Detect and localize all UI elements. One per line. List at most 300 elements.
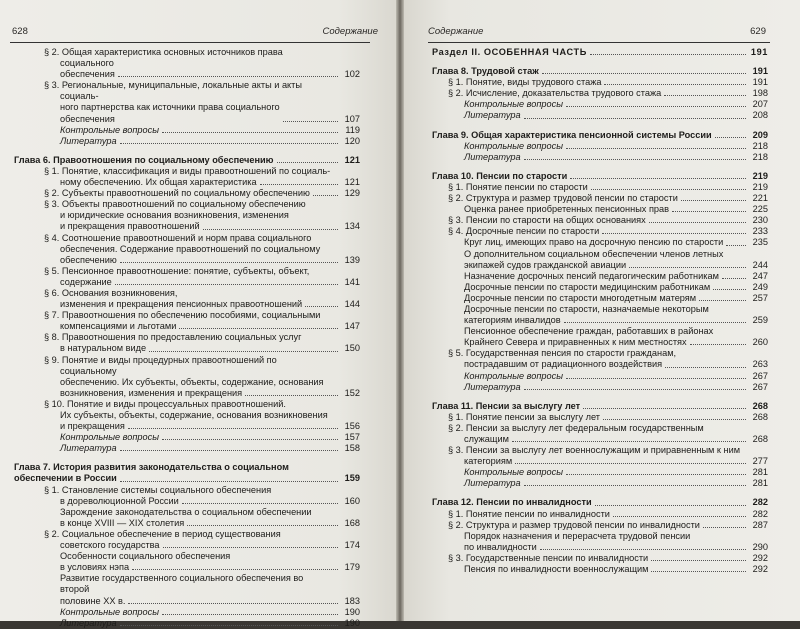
toc-entry-page: 287 — [752, 519, 768, 530]
toc-entry — [432, 445, 768, 467]
leader-dots — [595, 505, 746, 506]
leader-dots — [524, 159, 746, 160]
toc-entry-line: Литература — [464, 381, 521, 392]
toc-entry — [14, 154, 360, 166]
toc-entry-line: Литература — [60, 617, 117, 628]
leader-dots — [277, 162, 339, 163]
toc-entry-title — [432, 497, 768, 508]
toc-entry-line: и прекращения — [60, 421, 125, 432]
toc-entry-page: 198 — [752, 88, 768, 99]
toc-entry — [432, 293, 768, 304]
toc-entry-page: 257 — [752, 292, 768, 303]
toc-entry-line: возникновения, изменения и прекращения — [60, 387, 243, 398]
toc-entry-page: 102 — [344, 69, 360, 80]
toc-entry-line: § 3. Объекты правоотношений по социальному обеспечению — [44, 199, 306, 210]
toc-entry-title — [464, 110, 768, 121]
toc-entry-line: § 2. Структура и размер трудовой пенсии по старости — [448, 193, 678, 204]
toc-entry-line: ного партнерства как источники права социального обеспечения — [60, 102, 280, 124]
toc-entry-line: Глава 8. Трудовой стаж — [432, 66, 539, 77]
toc-entry-line: Контрольные вопросы — [60, 124, 159, 135]
toc-entry — [432, 77, 768, 88]
header-rule — [10, 42, 370, 43]
toc-entry-line: Контрольные вопросы — [464, 467, 563, 478]
toc-entry — [44, 136, 360, 147]
leader-dots — [665, 367, 746, 368]
leader-dots — [162, 439, 338, 440]
leader-dots — [590, 54, 746, 55]
toc-entry-page: 139 — [344, 254, 360, 265]
toc-entry-line: § 10. Понятие и виды процессуальных правоотношений. — [44, 398, 286, 409]
toc-entry-line: Литература — [464, 151, 521, 162]
leader-dots — [664, 95, 746, 96]
toc-entry-title — [464, 371, 768, 382]
toc-entry-line: Литература — [464, 478, 521, 489]
leader-dots — [629, 267, 746, 268]
toc-entry-line: половине XX в. — [60, 595, 126, 606]
toc-entry — [432, 531, 768, 553]
toc-entry-line: и прекращения правоотношений — [60, 221, 200, 232]
toc-entry-line: § 1. Становление системы социального обеспечения — [44, 484, 272, 495]
toc-entry-line: Глава 10. Пенсии по старости — [432, 170, 568, 181]
leader-dots — [512, 441, 746, 442]
toc-entry — [432, 215, 768, 226]
toc-entry-line: § 2. Общая характеристика основных источников права социального — [44, 47, 283, 69]
toc-entry-page: 152 — [344, 387, 360, 398]
leader-dots — [305, 306, 338, 307]
toc-entry-line: в натуральном виде — [60, 343, 147, 354]
toc-entry — [432, 66, 768, 77]
toc-entry-title — [44, 80, 360, 124]
leader-dots — [179, 328, 338, 329]
toc-entry — [432, 348, 768, 370]
toc-entry-line: экипажей судов гражданской авиации — [464, 259, 627, 270]
toc-entry-title — [44, 355, 360, 399]
toc-entry-title — [464, 564, 768, 575]
left-page — [0, 0, 398, 628]
toc-entry-line: § 2. Пенсии за выслугу лет федеральным государственным — [448, 422, 704, 433]
toc-entry-title — [464, 293, 768, 304]
toc-entry — [432, 282, 768, 293]
leader-dots — [602, 233, 746, 234]
toc-entry — [44, 432, 360, 443]
leader-dots — [591, 189, 746, 190]
toc-entry — [44, 485, 360, 507]
toc-entry-line: обеспечению. Их субъекты, объекты, содержание, основания — [60, 376, 324, 387]
leader-dots — [524, 485, 746, 486]
toc-entry-page: 282 — [752, 508, 768, 519]
leader-dots — [245, 395, 338, 396]
toc-entry-line: обеспечения. Содержание правоотношений по социальному — [60, 243, 321, 254]
toc-entry — [432, 237, 768, 248]
toc-entry-page: 267 — [752, 381, 768, 392]
toc-entry-line: Досрочные пенсии по старости, назначаемые некоторым — [464, 303, 709, 314]
toc-entry-line: Досрочные пенсии по старости многодетным матерям — [464, 292, 697, 303]
toc-entry-title — [448, 182, 768, 193]
toc-entry — [44, 507, 360, 529]
toc-entry-line: Глава 6. Правоотношения по социальному обеспечению — [14, 154, 274, 165]
toc-entry-title — [60, 136, 360, 147]
toc-entry-title — [448, 509, 768, 520]
toc-entry-line: § 3. Пенсии по старости на общих основаниях — [448, 215, 646, 226]
toc-entry-line: Литература — [464, 110, 521, 121]
leader-dots — [182, 503, 338, 504]
toc-entry-line: § 5. Пенсионное правоотношение: понятие, субъекты, объект, — [44, 265, 310, 276]
toc-entry — [432, 520, 768, 531]
toc-entry-title — [432, 130, 768, 141]
toc-entry-line: Пенсионное обеспечение граждан, работавших в районах — [464, 326, 714, 337]
toc-entry — [432, 371, 768, 382]
toc-entry — [432, 204, 768, 215]
toc-entry-page: 179 — [344, 562, 360, 573]
toc-entry-line: в условиях нэпа — [60, 562, 130, 573]
leader-dots — [524, 389, 746, 390]
leader-dots — [120, 625, 338, 626]
toc-entry-line: Зарождение законодательства о социальном обеспечении — [60, 506, 312, 517]
toc-entry-page: 290 — [752, 541, 768, 552]
toc-entry-page: 259 — [752, 315, 768, 326]
toc-entry-page: 282 — [752, 497, 768, 508]
toc-entry-line: советского государства — [60, 540, 160, 551]
leader-dots — [566, 106, 746, 107]
toc-entry — [432, 478, 768, 489]
toc-entry — [44, 399, 360, 432]
toc-entry-page: 260 — [752, 337, 768, 348]
toc-entry — [432, 110, 768, 121]
toc-entry-line: Литература — [60, 135, 117, 146]
toc-entry-page: 147 — [344, 321, 360, 332]
leader-dots — [163, 547, 338, 548]
toc-entry-title — [432, 47, 768, 58]
toc-entry-title — [448, 88, 768, 99]
leader-dots — [566, 474, 746, 475]
toc-entry-line: Пенсия по инвалидности военнослужащим — [464, 564, 649, 575]
leader-dots — [651, 560, 746, 561]
leader-dots — [149, 351, 338, 352]
toc-entry — [432, 152, 768, 163]
toc-entry — [44, 332, 360, 354]
toc-entry-page: 134 — [344, 221, 360, 232]
toc-entry — [432, 553, 768, 564]
toc-entry — [14, 462, 360, 484]
toc-entry — [432, 382, 768, 393]
header-rule — [428, 42, 770, 43]
toc-entry-title — [44, 399, 360, 432]
toc-entry-page: 119 — [345, 124, 360, 135]
toc-entry-title — [44, 47, 360, 80]
leader-dots — [540, 549, 746, 550]
toc-entry-page: 221 — [752, 193, 768, 204]
toc-entry-page: 160 — [344, 495, 360, 506]
right-page-header — [428, 26, 766, 40]
leader-dots — [604, 84, 746, 85]
toc-entry-page: 263 — [752, 359, 768, 370]
toc-entry-line: § 2. Исчисление, доказательства трудового стажа — [448, 88, 662, 99]
toc-entry-line: Глава 11. Пенсии за выслугу лет — [432, 400, 581, 411]
leader-dots — [162, 132, 338, 133]
toc-entry-line: в конце XVIII — XIX столетия — [60, 517, 185, 528]
toc-list-left — [14, 47, 360, 629]
leader-dots — [524, 118, 746, 119]
toc-entry-line: § 6. Основания возникновения, — [44, 287, 178, 298]
toc-entry-page: 225 — [752, 204, 768, 215]
leader-dots — [583, 408, 746, 409]
toc-entry-line: § 2. Структура и размер трудовой пенсии по инвалидности — [448, 519, 700, 530]
leader-dots — [203, 229, 338, 230]
leader-dots — [603, 419, 746, 420]
toc-entry-page: 292 — [752, 564, 768, 575]
toc-entry-line: Глава 7. История развития законодательства о социальном — [14, 462, 289, 473]
toc-entry-line: обеспечении в России — [14, 473, 117, 484]
leader-dots — [651, 571, 746, 572]
toc-entry-title — [60, 618, 360, 629]
toc-entry-title — [448, 226, 768, 237]
toc-entry-line: § 1. Понятие пенсии по инвалидности — [448, 508, 610, 519]
toc-entry-title — [60, 607, 360, 618]
toc-entry-page: 156 — [344, 421, 360, 432]
toc-entry-page: 121 — [344, 177, 360, 188]
toc-entry-line: Развитие государственного социального обеспечения во второй — [60, 573, 304, 595]
leader-dots — [726, 245, 746, 246]
toc-entry-line: Глава 9. Общая характеристика пенсионной системы России — [432, 129, 712, 140]
toc-entry-title — [44, 199, 360, 232]
toc-entry-line: § 5. Государственная пенсия по старости гражданам, — [448, 348, 677, 359]
toc-entry-page: 235 — [752, 237, 768, 248]
running-head: Содержание — [428, 26, 484, 37]
toc-entry-page: 244 — [752, 259, 768, 270]
toc-entry-line: обеспечению — [60, 254, 117, 265]
leader-dots — [162, 614, 338, 615]
toc-entry — [44, 188, 360, 199]
toc-entry — [44, 266, 360, 288]
toc-entry-title — [14, 155, 360, 166]
toc-entry-page: 157 — [344, 432, 360, 443]
toc-entry-line: Контрольные вопросы — [60, 432, 159, 443]
toc-entry-title — [464, 141, 768, 152]
toc-entry-line: содержание — [60, 276, 112, 287]
toc-entry-line: категориям — [464, 456, 513, 467]
toc-entry-page: 268 — [752, 434, 768, 444]
toc-entry-line: § 3. Пенсии за выслугу лет военнослужащим и приравненным к ним — [448, 445, 741, 456]
toc-entry-page: 277 — [752, 456, 768, 467]
toc-entry-line: Круг лиц, имеющих право на досрочную пенсию по старости — [464, 237, 724, 248]
toc-entry-line: Контрольные вопросы — [464, 99, 563, 110]
toc-entry-title — [464, 152, 768, 163]
toc-entry-line: Их субъекты, объекты, содержание, основания возникновения — [60, 410, 328, 420]
leader-dots — [649, 222, 746, 223]
toc-entry-page: 207 — [752, 99, 768, 110]
toc-entry-title — [464, 271, 768, 282]
leader-dots — [715, 137, 746, 138]
toc-entry-line: § 4. Соотношение правоотношений и норм права социального — [44, 232, 312, 243]
toc-entry — [432, 88, 768, 99]
leader-dots — [613, 516, 746, 517]
toc-list-right — [432, 47, 768, 575]
leader-dots — [187, 525, 338, 526]
leader-dots — [260, 184, 338, 185]
toc-entry-line: § 8. Правоотношения по предоставлению социальных услуг — [44, 332, 302, 343]
toc-entry-page: 209 — [752, 129, 768, 140]
toc-entry-line: категориям инвалидов — [464, 315, 561, 326]
toc-entry — [432, 509, 768, 520]
toc-entry-page: 281 — [752, 467, 768, 478]
toc-entry — [44, 80, 360, 124]
toc-entry-line: Досрочные пенсии по старости медицинским работникам — [464, 281, 711, 292]
toc-entry — [432, 423, 768, 445]
leader-dots — [672, 211, 746, 212]
leader-dots — [515, 463, 746, 464]
toc-entry — [44, 443, 360, 454]
toc-entry-line: § 1. Понятие пенсии по старости — [448, 181, 588, 192]
toc-entry-title — [464, 204, 768, 215]
toc-entry-line: обеспечения — [60, 69, 115, 80]
toc-entry-page: 219 — [752, 170, 768, 181]
toc-entry-page: 190 — [344, 617, 360, 628]
toc-entry — [44, 233, 360, 266]
toc-entry — [432, 249, 768, 271]
toc-entry-page: 218 — [752, 151, 768, 162]
toc-entry — [44, 166, 360, 188]
toc-entry — [44, 199, 360, 232]
toc-entry — [432, 304, 768, 326]
toc-entry — [432, 564, 768, 575]
toc-entry-page: 150 — [344, 343, 360, 354]
toc-entry — [432, 467, 768, 478]
toc-entry-line: § 9. Понятие и виды процедурных правоотношений по социальному — [44, 354, 277, 376]
toc-entry-line: § 1. Понятие, виды трудового стажа — [448, 77, 602, 88]
toc-entry-page: 191 — [752, 66, 768, 77]
toc-entry-line: в дореволюционной России — [60, 495, 179, 506]
toc-entry-title — [44, 188, 360, 199]
toc-entry-page: 267 — [752, 370, 768, 381]
leader-dots — [713, 289, 746, 290]
toc-entry — [432, 47, 768, 58]
toc-entry — [432, 99, 768, 110]
toc-entry-line: Раздел II. ОСОБЕННАЯ ЧАСТЬ — [432, 47, 587, 57]
toc-entry-title — [464, 467, 768, 478]
toc-entry-page: 249 — [752, 281, 768, 292]
toc-entry-line: Крайнего Севера и приравненных к ним местностях — [464, 337, 687, 348]
leader-dots — [118, 76, 338, 77]
toc-entry — [432, 271, 768, 282]
toc-entry-page: 190 — [344, 606, 360, 617]
toc-entry-title — [464, 382, 768, 393]
toc-entry-line: § 7. Правоотношения по обеспечению пособиями, социальными — [44, 310, 321, 321]
toc-entry-line: Глава 12. Пенсии по инвалидности — [432, 497, 592, 508]
left-page-header — [12, 26, 378, 40]
toc-entry-line: изменения и прекращения пенсионных правоотношений — [60, 299, 303, 310]
toc-entry-title — [432, 171, 768, 182]
toc-entry — [44, 529, 360, 551]
leader-dots — [703, 527, 746, 528]
toc-entry-page: 208 — [752, 110, 768, 121]
toc-entry — [432, 412, 768, 423]
toc-entry-page: 121 — [344, 154, 360, 165]
toc-entry — [44, 607, 360, 618]
toc-entry-line: Назначение досрочных пенсий педагогическим работникам — [464, 270, 719, 281]
toc-entry-title — [432, 401, 768, 412]
leader-dots — [566, 378, 746, 379]
leader-dots — [570, 178, 746, 179]
toc-entry-page: 183 — [344, 595, 360, 606]
toc-entry-page: 292 — [752, 552, 768, 563]
toc-entry-line: Оценка ранее приобретенных пенсионных прав — [464, 204, 670, 215]
toc-entry-title — [60, 432, 360, 443]
toc-entry-title — [448, 193, 768, 204]
toc-entry — [44, 573, 360, 606]
toc-entry-page: 247 — [752, 270, 768, 281]
toc-entry-page: 141 — [344, 276, 360, 287]
toc-entry — [432, 226, 768, 237]
right-page — [402, 0, 800, 621]
toc-entry-line: и юридические основания возникновения, изменения — [60, 210, 289, 221]
toc-entry-page: 219 — [752, 181, 768, 192]
toc-entry-page: 144 — [344, 299, 360, 310]
toc-entry-page: 129 — [344, 188, 360, 199]
toc-entry-page: 158 — [344, 443, 360, 454]
toc-entry-line: § 1. Понятие пенсии за выслугу лет — [448, 411, 600, 422]
toc-entry-title — [448, 412, 768, 423]
toc-entry — [44, 310, 360, 332]
toc-entry-page: 168 — [344, 517, 360, 528]
toc-entry — [44, 125, 360, 136]
leader-dots — [120, 450, 338, 451]
toc-entry-line: О дополнительном социальном обеспечении членов летных — [464, 248, 724, 259]
toc-entry-line: ному обеспечению. Их общая характеристика — [60, 177, 257, 188]
toc-entry — [432, 130, 768, 141]
toc-entry-title — [60, 573, 360, 606]
leader-dots — [283, 121, 338, 122]
page-number: 629 — [750, 26, 766, 37]
toc-entry-page: 268 — [752, 411, 768, 422]
toc-entry-title — [60, 443, 360, 454]
book-spine-gutter — [396, 0, 404, 621]
toc-entry-page: 281 — [752, 478, 768, 489]
toc-entry-page: 268 — [752, 400, 768, 411]
toc-entry-line: Литература — [60, 443, 117, 454]
toc-entry-line: § 4. Досрочные пенсии по старости — [448, 226, 600, 237]
toc-entry-title — [44, 233, 360, 266]
toc-entry — [432, 401, 768, 412]
toc-entry-line: Контрольные вопросы — [464, 140, 563, 151]
running-head: Содержание — [322, 26, 378, 37]
toc-entry — [432, 326, 768, 348]
toc-entry — [44, 47, 360, 80]
toc-entry — [432, 141, 768, 152]
toc-entry-title — [448, 77, 768, 88]
toc-entry-page: 107 — [344, 113, 360, 124]
leader-dots — [128, 428, 338, 429]
leader-dots — [690, 344, 746, 345]
toc-entry — [44, 355, 360, 399]
toc-entry-line: § 1. Понятие, классификация и виды правоотношений по социаль- — [44, 165, 331, 176]
leader-dots — [722, 278, 746, 279]
toc-entry — [432, 171, 768, 182]
toc-entry-line: § 3. Государственные пенсии по инвалидности — [448, 552, 649, 563]
toc-entry-line: пострадавшим от радиационного воздействия — [464, 359, 663, 370]
toc-entry — [44, 551, 360, 573]
toc-entry-page: 120 — [344, 135, 360, 146]
leader-dots — [566, 148, 746, 149]
toc-entry — [432, 182, 768, 193]
toc-entry-line: Порядок назначения и перерасчета трудовой пенсии — [464, 530, 691, 541]
toc-entry-title — [464, 99, 768, 110]
leader-dots — [128, 603, 338, 604]
leader-dots — [115, 284, 338, 285]
toc-entry-title — [464, 478, 768, 489]
leader-dots — [699, 300, 746, 301]
toc-entry — [432, 193, 768, 204]
leader-dots — [313, 195, 338, 196]
